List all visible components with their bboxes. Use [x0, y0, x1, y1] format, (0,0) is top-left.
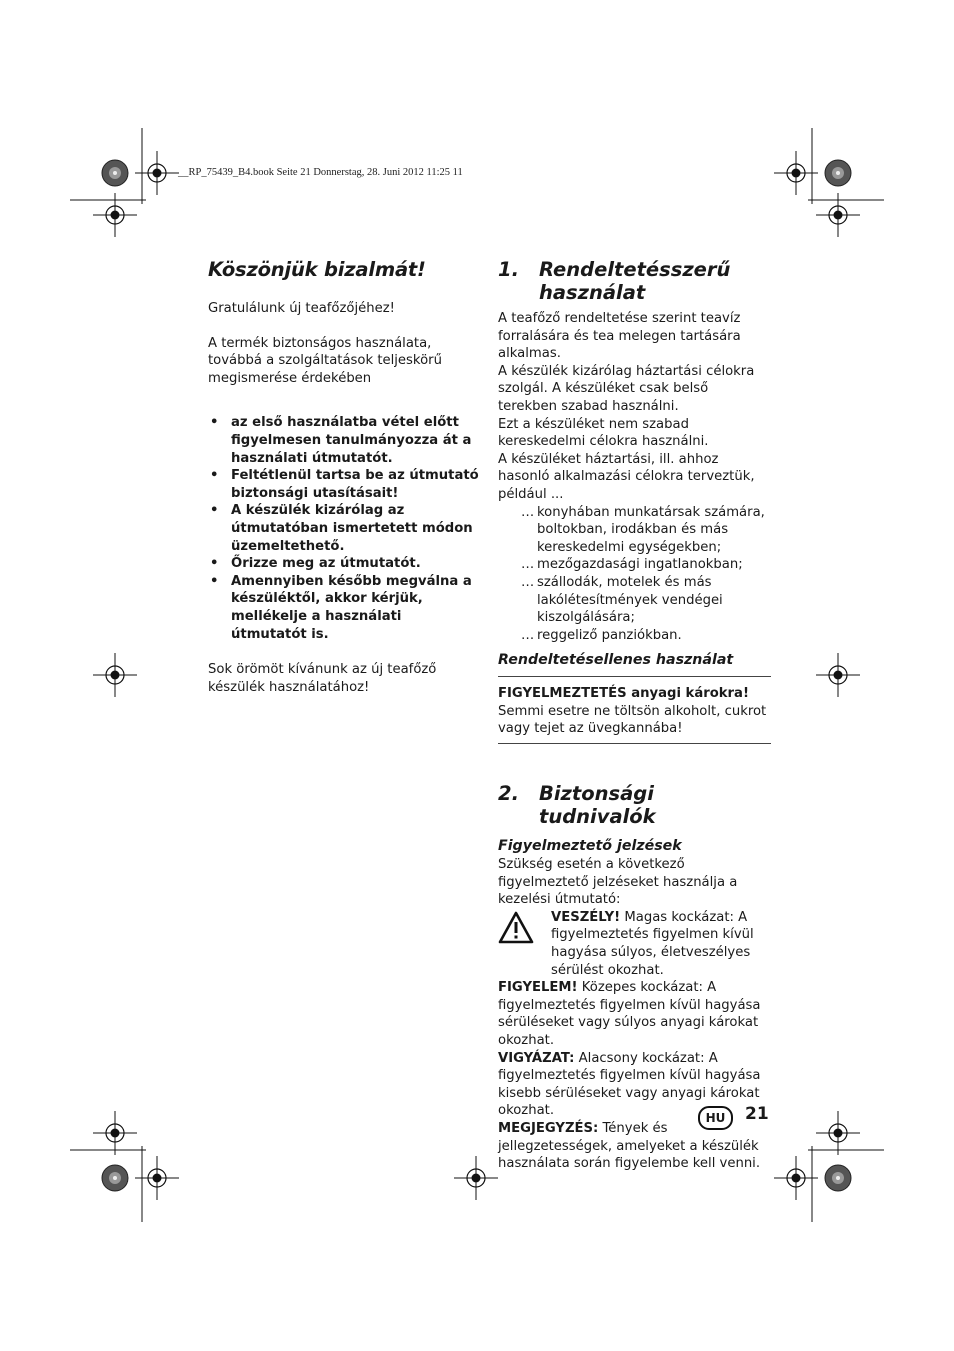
registration-mark-icon	[774, 151, 818, 195]
caution-label: VIGYÁZAT:	[498, 1050, 575, 1066]
list-item: • Őrizze meg az útmutatót.	[208, 555, 480, 573]
page-number: 21	[745, 1104, 769, 1124]
attention-text: Közepes kockázat: A figyelmeztetés figyelmen kívül hagyása sérüléseket vagy súlyos anyagi károkat okozhat.	[498, 980, 761, 1048]
language-badge: HU	[698, 1106, 733, 1130]
registration-mark-icon	[93, 1111, 137, 1155]
registration-mark-icon	[816, 1111, 860, 1155]
caution-text: Alacsony kockázat: A figyelmeztetés figyelmen kívül hagyása kisebb sérüléseket vagy anyagi károkat okozhat.	[498, 1050, 761, 1119]
attention-label: FIGYELEM!	[498, 980, 578, 996]
warning-label-rest: anyagi károkra!	[626, 686, 749, 702]
star-target-icon	[102, 1165, 128, 1191]
danger-row	[498, 909, 771, 979]
warning-triangle-icon	[498, 911, 534, 944]
star-target-icon	[825, 160, 851, 186]
section-title: Rendeltetésszerű használat	[539, 258, 731, 304]
thanks-heading: Köszönjük bizalmát!	[208, 258, 426, 281]
warning-label: FIGYELMEZTETÉS	[498, 686, 627, 702]
list-item: • A készülék kizárólag az útmutatóban ismertetett módon üzemeltethető.	[208, 502, 480, 555]
list-item: • az első használatba vétel előtt figyelmesen tanulmányozza át a használati útmutatót.	[208, 414, 480, 467]
note-label: MEGJEGYZÉS:	[498, 1120, 599, 1136]
section1-heading	[498, 258, 771, 304]
section-number: 2.	[498, 782, 519, 806]
list-item: … mezőgazdasági ingatlanokban;	[521, 556, 771, 574]
warning-signs-intro: Szükség esetén a következő figyelmeztető jelzéseket használja a kezelési útmutató:	[498, 857, 738, 908]
warning-text: Semmi esetre ne töltsön alkoholt, cukrot vagy tejet az üvegkannába!	[498, 703, 767, 737]
star-target-icon	[102, 160, 128, 186]
right-column	[498, 258, 771, 1173]
list-item: • Amennyiben később megválna a készüléktől, akkor kérjük, mellékelje a használati útmutatót is.	[208, 573, 480, 643]
section1-paragraph: A készülék kizárólag háztartási célokra szolgál. A készüléket csak belső terekben szabad használni.	[498, 363, 755, 414]
section1-paragraph: Ezt a készüléket nem szabad kereskedelmi célokra használni.	[498, 416, 709, 450]
list-item: … szállodák, motelek és más lakólétesítmények vendégei kiszolgálására;	[521, 574, 771, 627]
registration-mark-icon	[93, 653, 137, 697]
instruction-list	[208, 414, 480, 643]
list-item: • Feltétlenül tartsa be az útmutató biztonsági utasításait!	[208, 467, 480, 502]
danger-text: Magas kockázat: A figyelmeztetés figyelmen kívül hagyása súlyos, életveszélyes sérülést okozhat.	[551, 909, 754, 978]
intro-text: A termék biztonságos használata, továbbá a szolgáltatások teljeskörű megismerése érdekében	[208, 335, 442, 386]
warning-box	[498, 676, 771, 744]
section1-paragraph: A készüléket háztartási, ill. ahhoz hasonló alkalmazási célokra terveztük, például ...	[498, 451, 755, 502]
star-target-icon	[825, 1165, 851, 1191]
note-text: Tények és jellegzetességek, amelyeket a készülék használata során figyelembe kell venni.	[498, 1120, 761, 1172]
list-item: … konyhában munkatársak számára, boltokban, irodákban és más kereskedelmi egységekben;	[521, 504, 771, 557]
closing-text: Sok örömöt kívánunk az új teafőző készülék használatához!	[208, 662, 437, 695]
usage-list	[498, 504, 771, 645]
section1-paragraph: A teafőző rendeltetése szerint teavíz forralására és tea melegen tartására alkalmas.	[498, 311, 741, 362]
list-item: … reggeliző panziókban.	[521, 627, 771, 645]
warning-signs-heading: Figyelmeztető jelzések	[498, 838, 682, 855]
registration-mark-icon	[454, 1156, 498, 1200]
section-title: Biztonsági tudnivalók	[539, 782, 656, 829]
section2-heading	[498, 782, 771, 828]
print-file-header: __RP_75439_B4.book Seite 21 Donnerstag, 28. Juni 2012 11:25 11	[178, 167, 463, 178]
danger-label: VESZÉLY!	[551, 909, 621, 925]
congrats-text: Gratulálunk új teafőzőjéhez!	[208, 301, 395, 316]
registration-mark-icon	[816, 653, 860, 697]
left-column	[208, 258, 480, 696]
registration-mark-icon	[774, 1156, 818, 1200]
section-number: 1.	[498, 258, 519, 281]
misuse-heading: Rendeltetésellenes használat	[498, 652, 734, 669]
